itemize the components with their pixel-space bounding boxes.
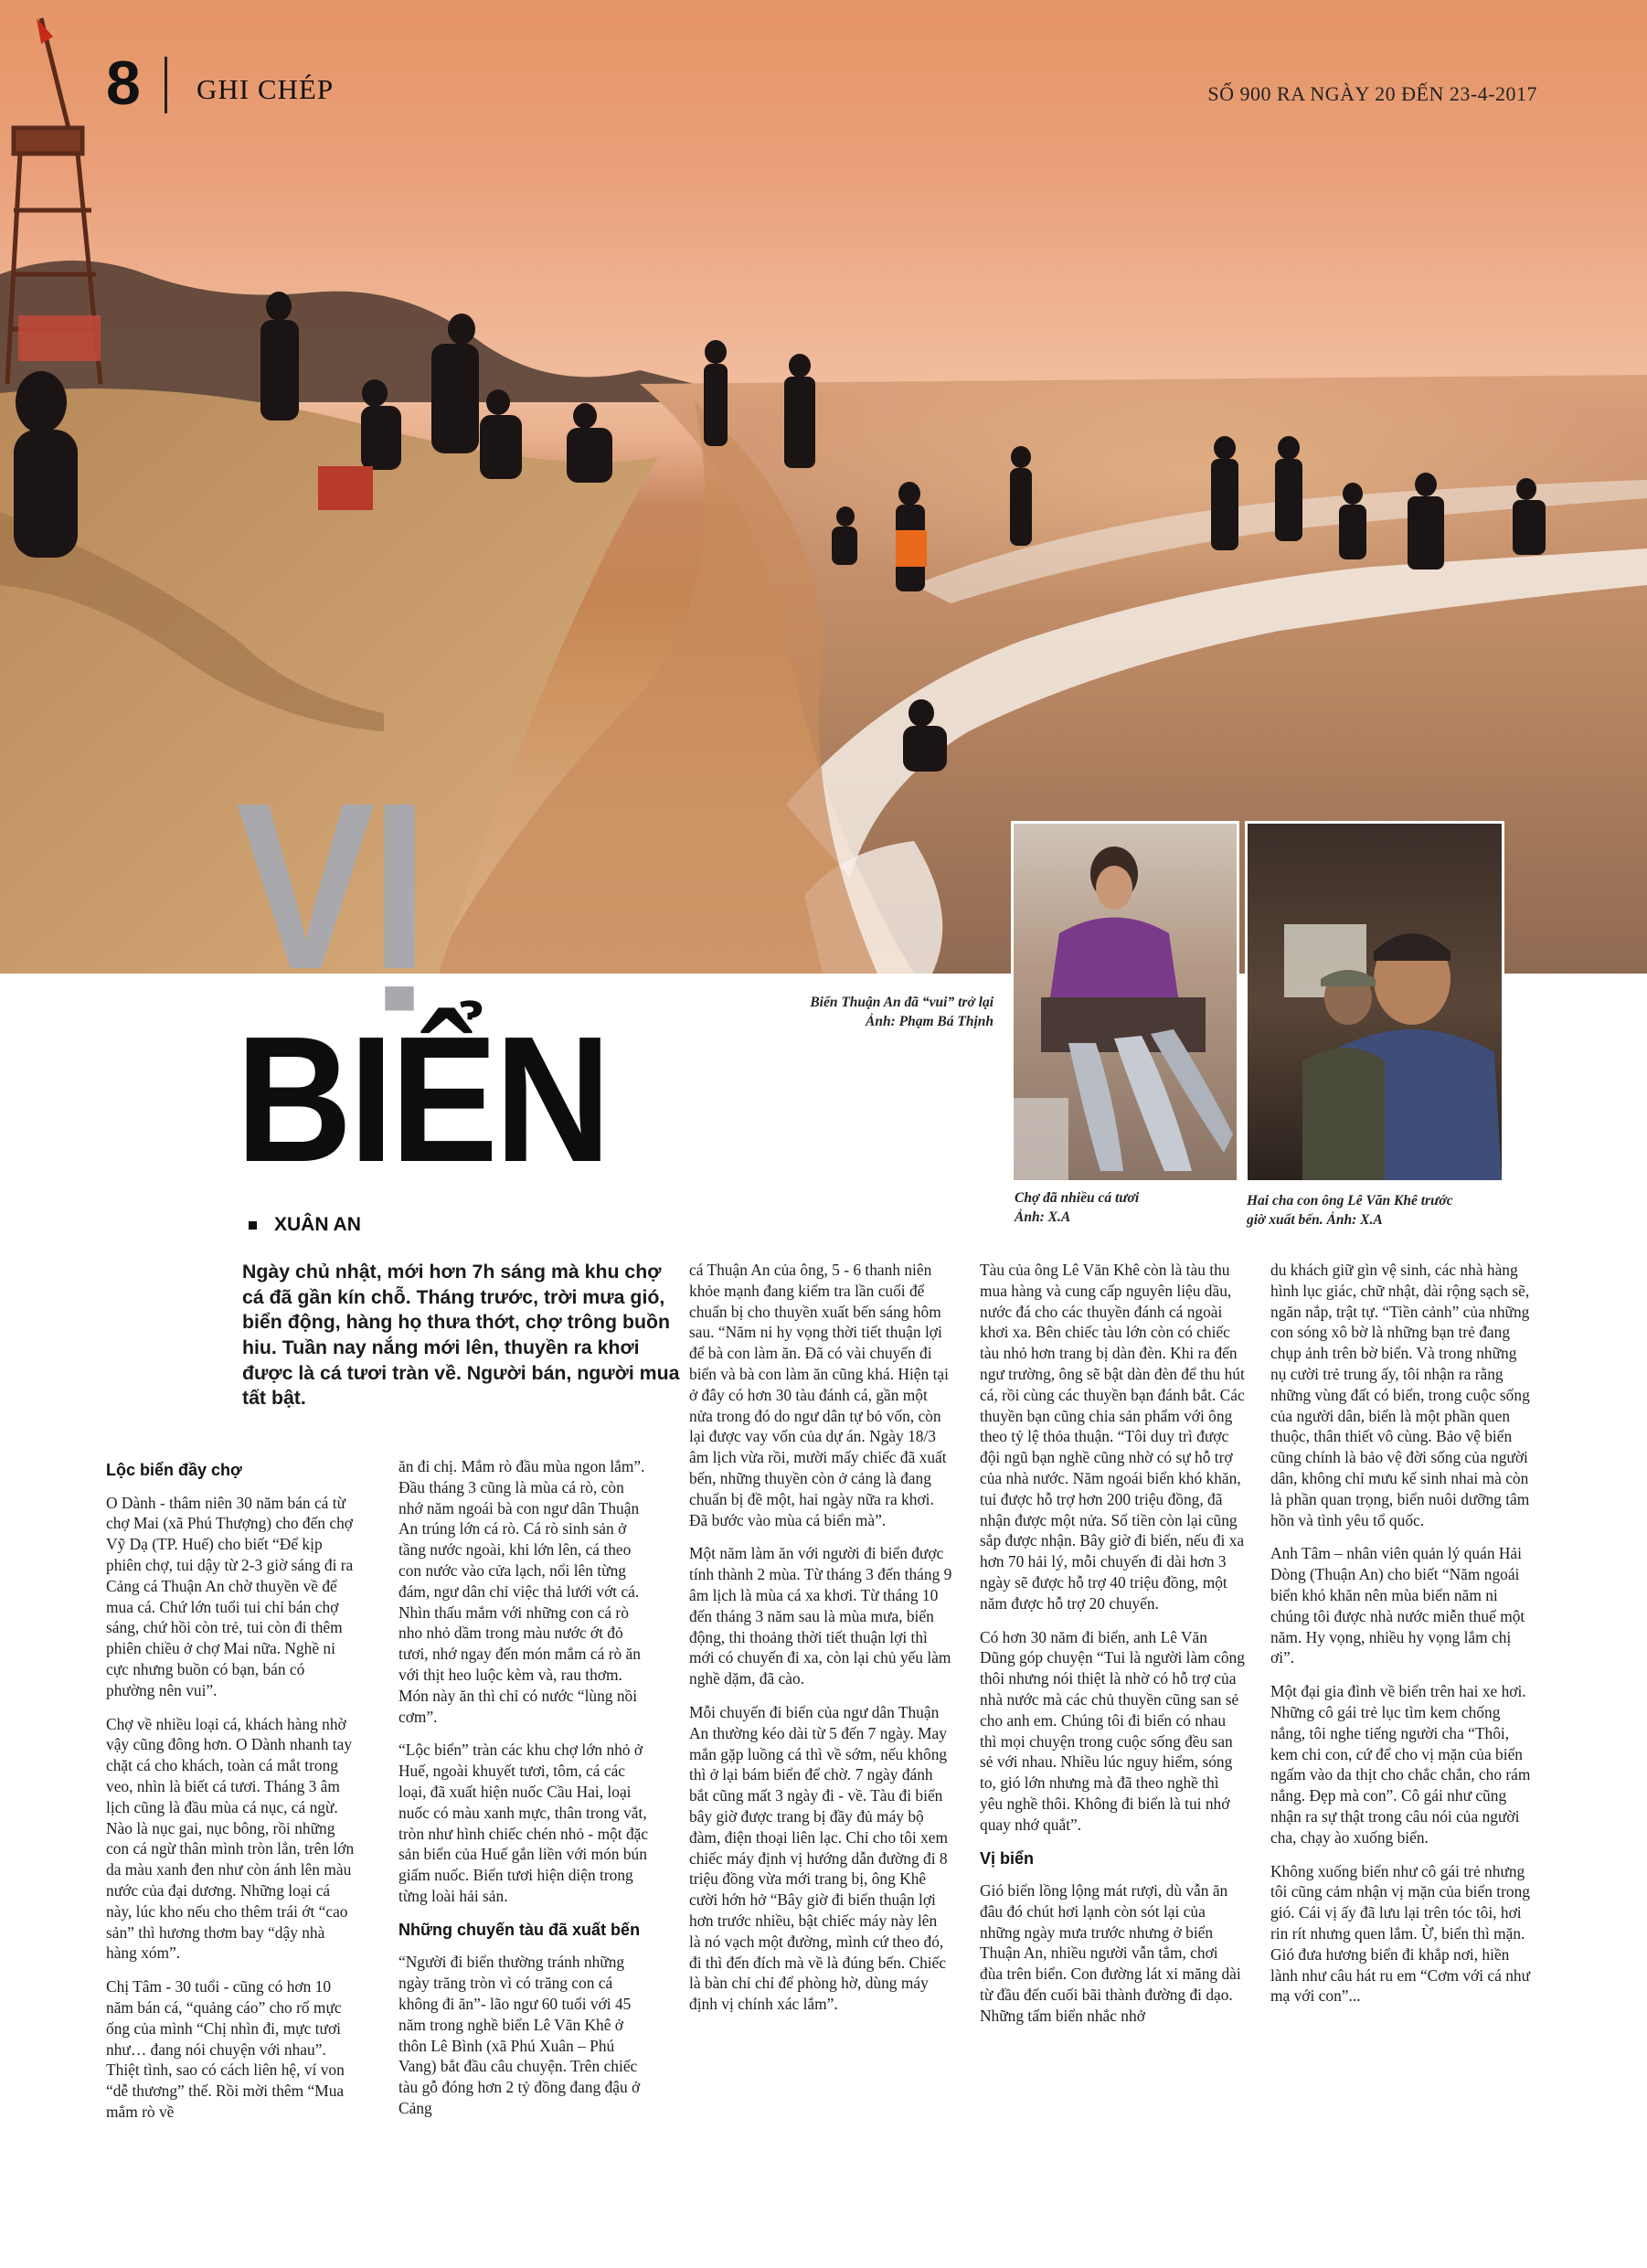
- market-caption-credit: Ảnh: X.A: [1015, 1209, 1071, 1225]
- page-number: 8: [106, 48, 141, 118]
- author-byline: XUÂN AN: [274, 1214, 361, 1235]
- article-column-2: [398, 1456, 650, 2132]
- header-divider: [165, 57, 167, 113]
- paragraph: Chị Tâm - 30 tuổi - cũng có hơn 10 năm bán cá, “quảng cáo” cho rổ mực ống của mình “Chị nhìn đi, mực tươi như… đang nói chuyện với nhau”. Thiệt tình, sao có cách liên hệ, ví von “dễ thương” thế. Rồi mời thêm “Mua mắm rò về: [106, 1977, 345, 2121]
- paragraph: Tàu của ông Lê Văn Khê còn là tàu thu mua hàng và cung cấp nguyên liệu dầu, nước đá cho các thuyền đánh cá ngoài khơi xa. Bên chiếc tàu lớn còn có chiếc tàu nhỏ hơn trang bị dàn đèn. Khi ra đến ngư trường, ông sẽ bật dàn đèn để thu hút cá, rồi cùng các thuyền bạn đánh bắt. Các thuyền bạn cũng chia sản phẩm với ông theo tỷ lệ thỏa thuận. “Tôi duy trì được đội ngũ bạn nghề cũng nhờ có sự hỗ trợ của nhà nước. Năm ngoái biển khó khăn, tui được hỗ trợ hơn 200 triệu đồng, đã nhận được một nửa. Số tiền còn lại cũng sắp được nhận. Bây giờ đi biển, nếu đi xa hơn 70 hải lý, mỗi chuyến đi dài hơn 3 ngày sẽ được hỗ trợ 40 triệu đồng, một năm được hỗ trợ 20 chuyến.: [980, 1261, 1245, 1613]
- boat-caption-credit: giờ xuất bến. Ảnh: X.A: [1247, 1211, 1383, 1228]
- article-column-4: [980, 1260, 1245, 2039]
- paragraph: Có hơn 30 năm đi biển, anh Lê Văn Dũng góp chuyện “Tui là người làm công thôi nhưng nói thiệt là nhờ có hỗ trợ của nhà nước mà các chủ thuyền cũng san sẻ cho anh em. Chúng tôi đi biển có nhau thì mọi chuyện trong cuộc sống đều san sẻ với nhau. Nhiều lúc nguy hiểm, sóng to, gió lớn nhưng mà đã theo nghề thì yêu nghề thôi. Không đi biển là tui nhớ quay nhớ quắt”.: [980, 1627, 1245, 1834]
- paragraph: Mỗi chuyến đi biển của ngư dân Thuận An thường kéo dài từ 5 đến 7 ngày. May mắn gặp luồng cá thì về sớm, nếu không thì ở lại bám biển để chờ. 7 ngày đánh bắt cũng mất 3 ngày đi - về. Tàu đi biển bây giờ được trang bị đầy đủ máy bộ đàm, điện thoại liên lạc. Chỉ cho tôi xem chiếc máy định vị hướng dẫn đường đi 8 triệu đồng vừa mới trang bị, ông Khê cười hớn hở “Bây giờ đi biển thuận lợi hơn trước nhiều, bật chiếc máy này lên là nó vạch một đường, mình cứ theo đó, đi thì đến đích mà về là đúng bến. Chiếc là bàn chỉ chỉ để phòng hờ, dùng máy định vị chính xác lắm”.: [689, 1702, 949, 2014]
- paragraph: Một đại gia đình về biển trên hai xe hơi. Những cô gái trẻ lục tìm kem chống nắng, tôi nghe tiếng người cha “Thôi, kem chi con, cứ để cho vị mặn của biển ngấm vào da thịt cho chắc chắn, cho rám nắng. Đẹp mà con”. Cô gái như cũng nhận ra sự thật trong câu nói của người cha, chạy ào xuống biển.: [1270, 1682, 1531, 1847]
- article-column-5: [1270, 1260, 1535, 2019]
- paragraph: “Lộc biển” tràn các khu chợ lớn nhỏ ở Huế, ngoài khuyết tươi, tôm, cá các loại, đã xuất hiện nuốc Cầu Hai, loại nuốc có màu xanh mực, thân trong vắt, tròn như hình chiếc chén nhỏ - một đặc sản biển của Huế gắn liền với món bún giấm nuốc. Biển tươi hiện diện trong từng loài hải sản.: [398, 1741, 649, 1905]
- hero-caption-credit: Ảnh: Phạm Bá Thịnh: [866, 1013, 994, 1029]
- boat-caption-text: Hai cha con ông Lê Văn Khê trước: [1247, 1193, 1453, 1209]
- paragraph: Gió biển lồng lộng mát rượi, dù vẫn ăn đâu đó chút hơi lạnh còn sót lại của những ngày mưa trước nhưng ở biển Thuận An, nhiều người vẫn tắm, chơi đùa trên biển. Con đường lát xi măng dài từ đầu đến cuối bãi thành đường đi dạo. Những tấm biển nhắc nhở: [980, 1881, 1241, 2025]
- market-caption-text: Chợ đã nhiều cá tươi: [1015, 1190, 1140, 1206]
- hero-photo-caption: [810, 994, 994, 1032]
- paragraph: ăn đi chị. Mắm rò đầu mùa ngon lắm”. Đầu tháng 3 cũng là mùa cá rò, còn nhớ năm ngoái bà con ngư dân Thuận An trúng lớn cá rò. Cá rò sinh sản ở tầng nước ngoài, khi lớn lên, cá theo con nước vào cửa lạch, nổi lên từng đám, ngư dân chỉ việc thả lưới vớt cá. Nhìn thấu mắm với những con cá rò nho nhỏ dầm trong màu nước ớt đỏ tươi, nhớ ngay đến món mắm cá rò ăn với thịt heo luộc kèm và, rau thơm. Món này ăn thì chỉ có nước “lùng nồi cơm”.: [398, 1457, 645, 1726]
- section-label: GHI CHÉP: [197, 73, 335, 105]
- market-photo-caption: [1015, 1189, 1139, 1228]
- article-lead: Ngày chủ nhật, mới hơn 7h sáng mà khu chợ cá đã gần kín chỗ. Tháng trước, trời mưa gió, biển động, hàng họ thưa thớt, chợ trông buồn hiu. Tuần nay nắng mới lên, thuyền ra khơi được là cá tươi tràn về. Người bán, người mua tất bật.: [242, 1261, 680, 1410]
- paragraph: du khách giữ gìn vệ sinh, các nhà hàng hình lục giác, chữ nhật, dài rộng sạch sẽ, ngăn nắp, trật tự. “Tiền cảnh” của những con sóng xô bờ là những bạn trẻ đang chụp ảnh trên bờ biển. Và trong những nụ cười trẻ trung ấy, tôi nhận ra rằng những vùng đất có biển, trong cuộc sống của người dân, biển là một phần quen thuộc, thân thiết vô cùng. Bảo vệ biển cũng chính là bảo vệ đời sống của người dân, không chỉ mưu kế sinh nhai mà còn là phần quan trọng, biển nuôi dưỡng tâm hồn và tình yêu tổ quốc.: [1270, 1261, 1530, 1529]
- paragraph: Chợ về nhiều loại cá, khách hàng nhờ vậy cũng đông hơn. O Dành nhanh tay chặt cá cho khách, toàn cá mắt trong veo, nhìn là biết cá tươi. Tháng 3 âm lịch cũng là đầu mùa cá nục, cá ngừ. Nào là nục gai, nục bông, rồi những con cá ngừ thân mình tròn lẳn, trên lớn da màu xanh đen như còn ánh lên màu nước của đại dương. Những loại cá này, lúc kho nếu cho thêm trái ớt “cao sản” thì hương thơm bay “dậy nhà hàng xóm”.: [106, 1714, 355, 1963]
- subheading-loc-bien: Lộc biển đầy chợ: [106, 1461, 242, 1479]
- paragraph: O Dành - thâm niên 30 năm bán cá từ chợ Mai (xã Phú Thượng) cho đến chợ Vỹ Dạ (TP. Huế) cho biết “Để kịp phiên chợ, tui dậy từ 2-3 giờ sáng đi ra Cảng cá Thuận An chờ thuyền về để mua cá. Chứ lớn tuổi tui chỉ bán chợ sáng, chứ hồi còn trẻ, tui còn đi thêm phiên chiều ở chợ Mai nữa. Nghề ni cực nhưng buồn có bạn, bán có phường nên vui”.: [106, 1493, 354, 1699]
- headline-line-1: VỊ: [236, 754, 424, 1019]
- paragraph: cá Thuận An của ông, 5 - 6 thanh niên khỏe mạnh đang kiểm tra lần cuối để chuẩn bị cho thuyền xuất bến sáng hôm sau. “Năm ni hy vọng thời tiết thuận lợi để bà con làm ăn. Đã có vài chuyến đi biển và bà con làm ăn cũng khá. Hiện tại ở đây có hơn 30 tàu đánh cá, gần một nửa trong đó do ngư dân tự bỏ vốn, còn lại được vay vốn của dự án. Ngày 18/3 âm lịch vừa rồi, mười mấy chiếc đã xuất bến, những thuyền còn ở cảng là đang chuẩn bị đề một, hai ngày nữa ra khơi. Đã bước vào mùa cá biển mà”.: [689, 1261, 949, 1529]
- fish-market-illustration: [1014, 824, 1237, 1180]
- paragraph: Anh Tâm – nhân viên quản lý quán Hải Dòng (Thuận An) cho biết “Năm ngoái biển khó khăn nên mùa biển năm ni chúng tôi được nhà nước miễn thuế một năm. Hy vọng, nhiều hy vọng lắm chị ơi”.: [1270, 1544, 1525, 1667]
- headline-line-2: BIỂN: [236, 999, 609, 1199]
- fishermen-photo: [1245, 821, 1504, 1183]
- fish-market-photo: [1011, 821, 1239, 1183]
- hero-caption-text: Biển Thuận An đã “vui” trở lại: [810, 995, 994, 1010]
- paragraph: Không xuống biển như cô gái trẻ nhưng tôi cũng cảm nhận vị mặn của biển trong gió. Cái vị ấy đã lưu lại trên tóc tôi, hơi rin rít nhưng quen lắm. Ừ, biển thì mặn. Gió đưa hương biển đi khắp nơi, hiền lành như câu hát ru em “Cơm với cá như mạ với con”...: [1270, 1861, 1531, 2006]
- paragraph: Một năm làm ăn với người đi biển được tính thành 2 mùa. Từ tháng 3 đến tháng 9 âm lịch là mùa cá xa khơi. Từ tháng 10 đến tháng 3 năm sau là mùa mưa, biển động, thi thoảng thời tiết thuận lợi thì mới có chuyến đi xa, còn lại chủ yếu làm nghề dặm, đã cào.: [689, 1544, 952, 1688]
- fishermen-photo-caption: [1247, 1192, 1453, 1230]
- article-column-1: [106, 1456, 357, 2135]
- subheading-chuyen-tau: Những chuyến tàu đã xuất bến: [398, 1920, 641, 1939]
- paragraph: “Người đi biển thường tránh những ngày trăng tròn vì có trăng con cá không đi ăn”- lão ngư 60 tuổi với 45 năm trong nghề biển Lê Văn Khê ở thôn Lê Bình (xã Phú Xuân – Phú Vang) bắt đầu câu chuyện. Trên chiếc tàu gỗ đóng hơn 2 tỷ đồng đang đậu ở Cảng: [398, 1953, 641, 2117]
- fishermen-illustration: [1248, 824, 1502, 1180]
- article-column-3: [689, 1260, 952, 2028]
- subheading-vi-bien: Vị biển: [980, 1848, 1035, 1868]
- author-bullet: [249, 1221, 257, 1230]
- issue-date: SỐ 900 RA NGÀY 20 ĐẾN 23-4-2017: [1207, 82, 1537, 105]
